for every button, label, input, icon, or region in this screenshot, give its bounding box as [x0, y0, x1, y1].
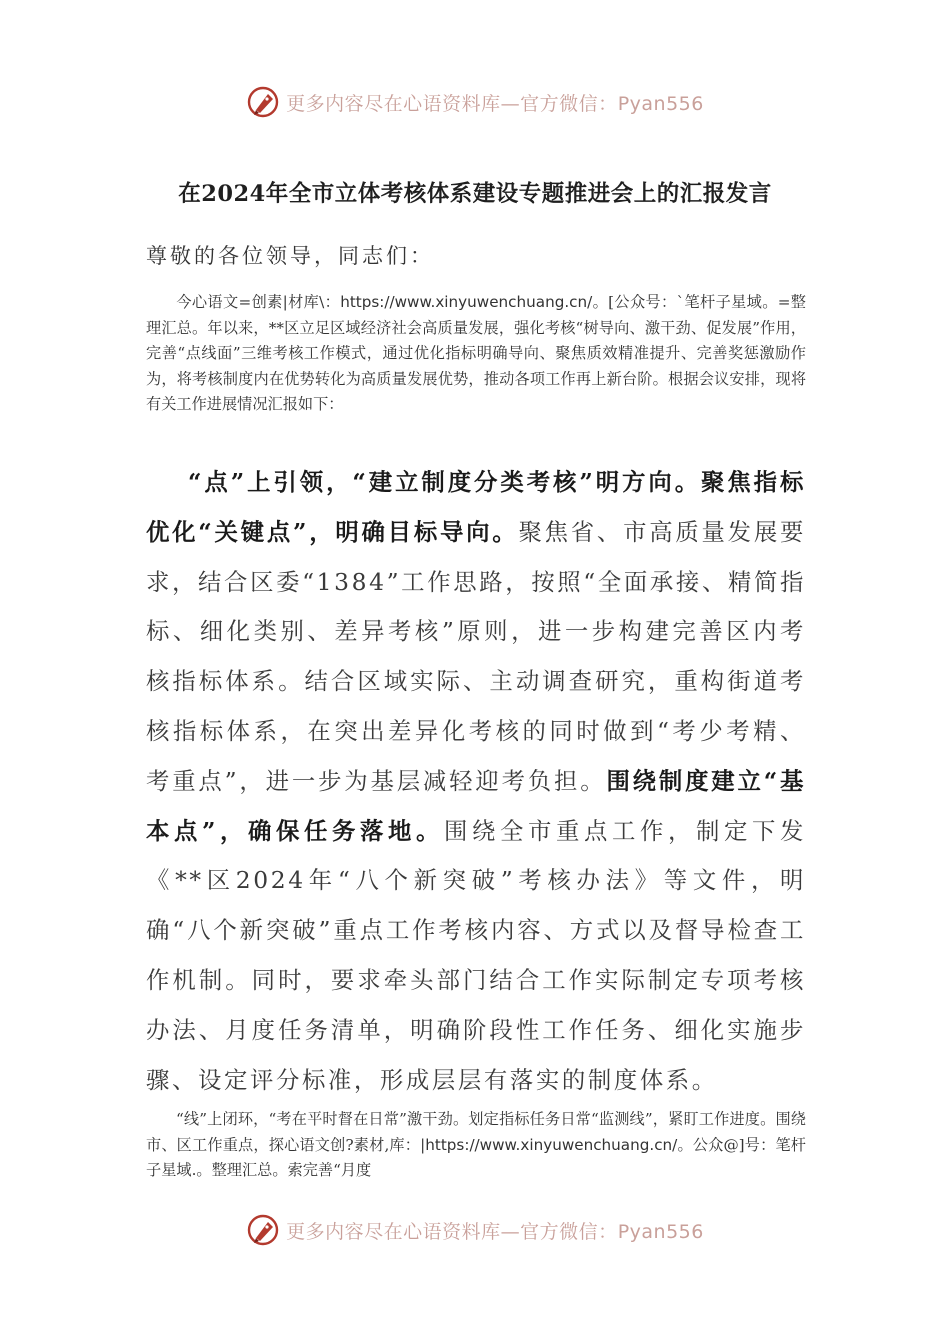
header-banner: [0, 80, 950, 124]
banner-text: 更多内容尽在心语资料库—官方微信：Pyan556: [286, 92, 704, 115]
section-heading-1: “点”上引领，“建立制度分类考核”明方向。聚焦指标优化“关键点”，明确目标导向。: [146, 468, 806, 546]
pen-nib-logo-icon: [246, 84, 282, 120]
section-point-paragraph: “点”上引领，“建立制度分类考核”明方向。聚焦指标优化“关键点”，明确目标导向。聚焦省、市高质量发展要求，结合区委“1384”工作思路，按照“全面承接、精简指标、细化类别、差异考核”原则，进一步构建完善区内考核指标体系。结合区域实际、主动调查研究，重构街道考核指标体系，在突出差异化考核的同时做到“考少考精、考重点”，进一步为基层减轻迎考负担。围绕制度建立“基本点”，确保任务落地。围绕全市重点工作，制定下发《**区2024年“八个新突破”考核办法》等文件，明确“八个新突破”重点工作考核内容、方式以及督导检查工作机制。同时，要求牵头部门结合工作实际制定专项考核办法、月度任务清单，明确阶段性工作任务、细化实施步骤、设定评分标准，形成层层有落实的制度体系。: [146, 468, 806, 1094]
section-heading-2: 围绕制度建立“基本点”，确保任务落地。: [146, 766, 806, 845]
footer-banner: [0, 1208, 950, 1252]
source-url-2: https://www.xinyuwenchuang.cn/: [425, 1135, 678, 1154]
salutation: 尊敬的各位领导，同志们：: [146, 244, 434, 268]
source-url: https://www.xinyuwenchuang.cn/: [340, 293, 593, 311]
pen-nib-logo-icon: [246, 1212, 282, 1248]
line-section-paragraph: “线”上闭环，“考在平时督在日常”激干劲。划定指标任务日常“监测线”，紧盯工作进度。围绕市、区工作重点，探心语文创?素材,库：|https://www.xinyuwenchuang.cn/。公众@]号：笔杆子星域.。整理汇总。索完善“月度: [146, 1110, 806, 1180]
banner-text: 更多内容尽在心语资料库—官方微信：Pyan556: [286, 1220, 704, 1243]
intro-paragraph: 今心语文=创素|材库\：https://www.xinyuwenchuang.cn/。[公众号：`笔杆子星域。=整理汇总。年以来，**区立足区域经济社会高质量发展，强化考核“树导向、激干劲、促发展”作用，完善“点线面”三维考核工作模式，通过优化指标明确导向、聚焦质效精准提升、完善奖惩激励作为，将考核制度内在优势转化为高质量发展优势，推动各项工作再上新台阶。根据会议安排，现将有关工作进展情况汇报如下：: [146, 293, 806, 414]
document-title: 在2024年全市立体考核体系建设专题推进会上的汇报发言: [178, 181, 772, 207]
